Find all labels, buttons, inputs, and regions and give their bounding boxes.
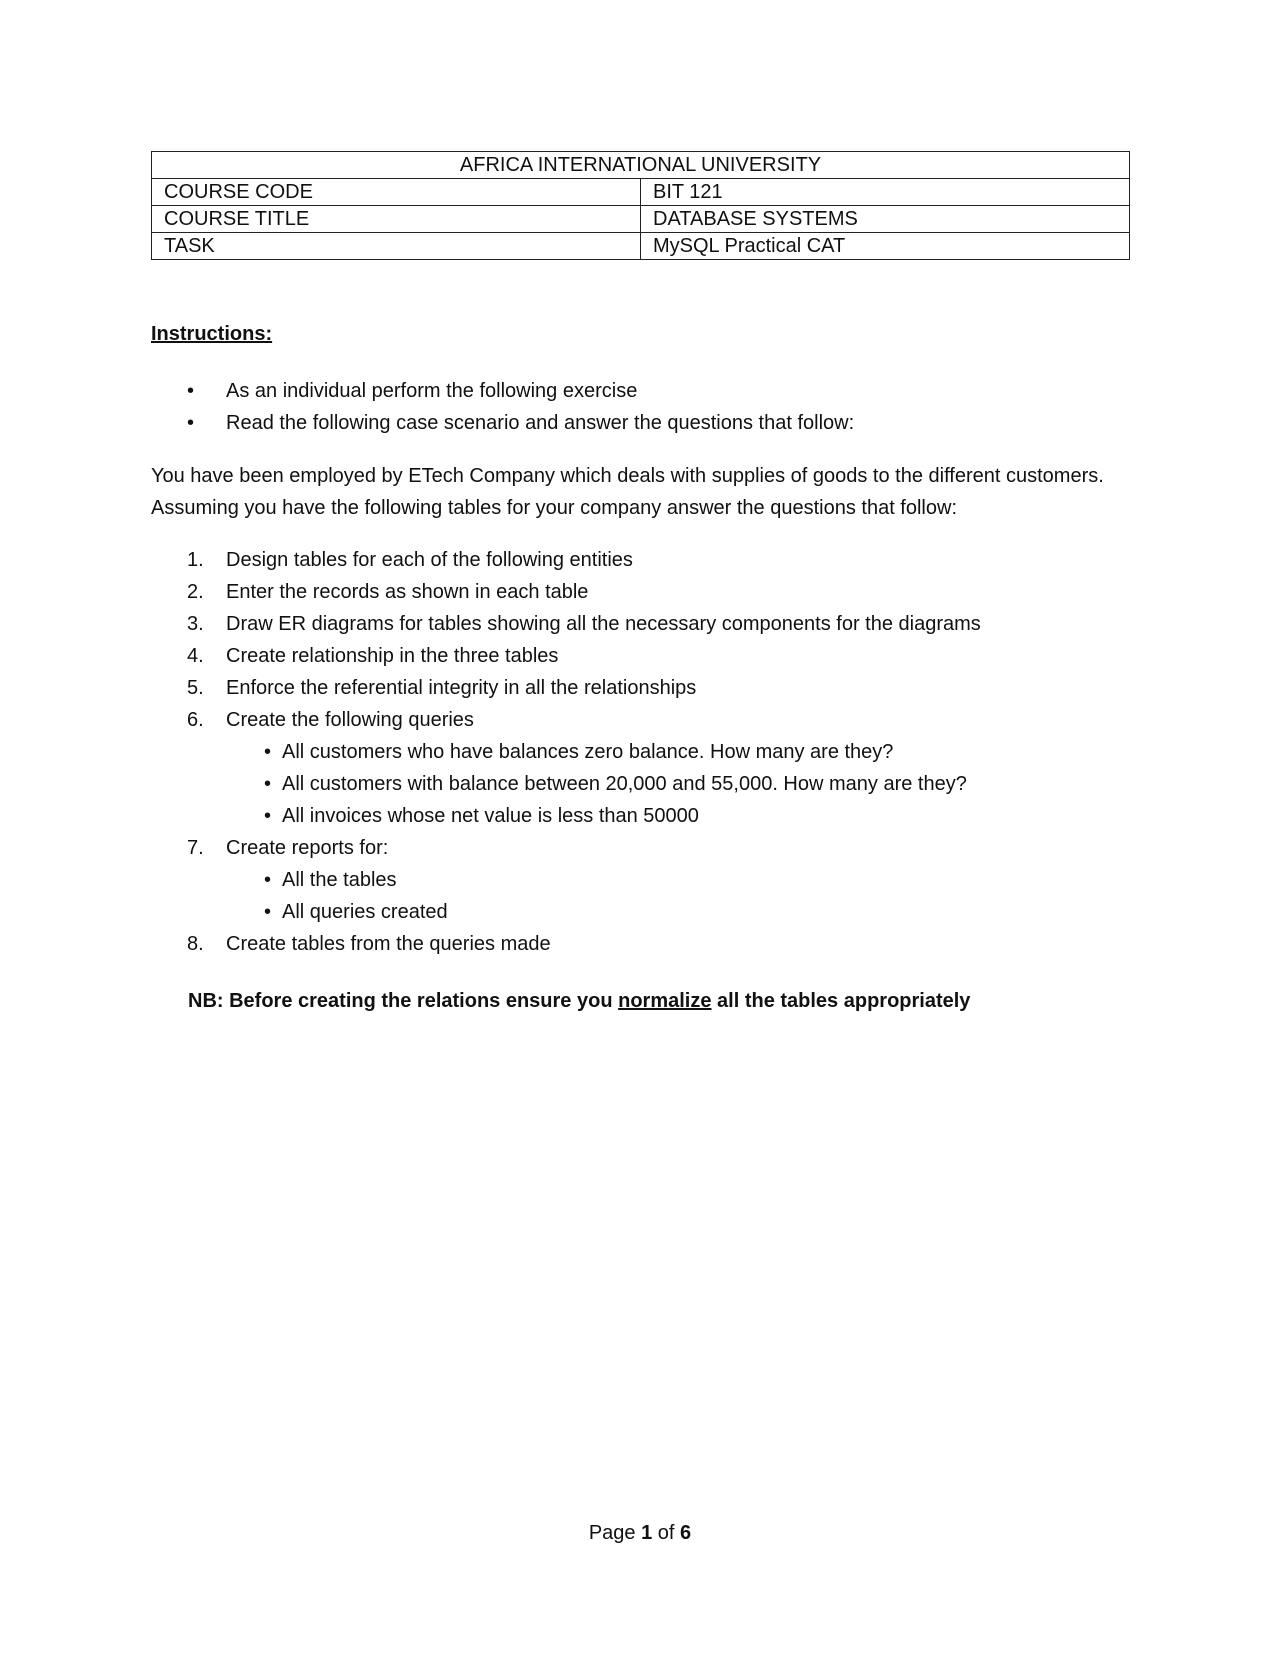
query-item — [151, 736, 981, 768]
step-number: 7. — [187, 837, 204, 859]
step-number: 4. — [187, 645, 204, 667]
header-row — [152, 206, 1130, 233]
report-text: All queries created — [282, 901, 448, 923]
step-number: 3. — [187, 613, 204, 635]
course-code-value: BIT 121 — [641, 179, 1130, 206]
step-number: 5. — [187, 677, 204, 699]
bullet-icon: • — [264, 741, 272, 763]
step-item — [151, 832, 981, 864]
step-text: Create tables from the queries made — [226, 933, 551, 955]
nb-before: NB: Before creating the relations ensure you — [188, 990, 619, 1012]
bullet-text: As an individual perform the following exercise — [226, 380, 638, 402]
report-item — [151, 864, 981, 896]
page-word: Page — [588, 1522, 636, 1544]
step-item — [151, 640, 981, 672]
step-item — [151, 704, 981, 736]
course-header-table — [151, 151, 1130, 260]
current-page: 1 — [641, 1522, 653, 1544]
step-number: 8. — [187, 933, 204, 955]
step-item — [151, 672, 981, 704]
total-pages: 6 — [680, 1522, 692, 1544]
step-item — [151, 576, 981, 608]
nb-underlined: normalize — [618, 990, 712, 1012]
bullet-icon: • — [264, 869, 272, 891]
step-item — [151, 544, 981, 576]
list-item — [151, 407, 854, 439]
bullet-icon: • — [264, 805, 272, 827]
query-text: All customers with balance between 20,000 and 55,000. How many are they? — [282, 773, 967, 795]
bullet-icon: • — [264, 773, 272, 795]
header-row — [152, 179, 1130, 206]
step-text: Create the following queries — [226, 709, 474, 731]
page-number-footer — [0, 1522, 1280, 1545]
step-text: Draw ER diagrams for tables showing all the necessary components for the diagrams — [226, 613, 981, 635]
query-item — [151, 768, 981, 800]
report-text: All the tables — [282, 869, 397, 891]
step-item — [151, 608, 981, 640]
step-text: Create reports for: — [226, 837, 389, 859]
university-name: AFRICA INTERNATIONAL UNIVERSITY — [152, 152, 1130, 179]
task-value: MySQL Practical CAT — [641, 233, 1130, 260]
case-scenario-paragraph: You have been employed by ETech Company which deals with supplies of goods to the different customers. Assuming you have the following tables for your company answer the questions that follow: — [151, 465, 1104, 519]
header-row — [152, 233, 1130, 260]
query-item — [151, 800, 981, 832]
step-text: Enforce the referential integrity in all the relationships — [226, 677, 697, 699]
course-title-label: COURSE TITLE — [152, 206, 641, 233]
query-text: All invoices whose net value is less than 50000 — [282, 805, 699, 827]
course-title-value: DATABASE SYSTEMS — [641, 206, 1130, 233]
step-item — [151, 928, 981, 960]
query-text: All customers who have balances zero balance. How many are they? — [282, 741, 894, 763]
task-label: TASK — [152, 233, 641, 260]
instructions-heading: Instructions: — [151, 323, 273, 345]
bullet-icon: • — [264, 901, 272, 923]
step-number: 6. — [187, 709, 204, 731]
bullet-text: Read the following case scenario and answer the questions that follow: — [226, 412, 855, 434]
step-text: Design tables for each of the following entities — [226, 549, 633, 571]
header-university-row — [152, 152, 1130, 179]
list-item — [151, 375, 854, 407]
step-text: Enter the records as shown in each table — [226, 581, 589, 603]
nb-note — [188, 985, 970, 1017]
nb-after: all the tables appropriately — [711, 990, 971, 1012]
report-item — [151, 896, 981, 928]
instruction-bullets — [151, 375, 854, 439]
step-text: Create relationship in the three tables — [226, 645, 559, 667]
bullet-icon: • — [187, 412, 195, 434]
course-code-label: COURSE CODE — [152, 179, 641, 206]
step-number: 1. — [187, 549, 204, 571]
step-number: 2. — [187, 581, 204, 603]
task-steps-list — [151, 544, 981, 960]
bullet-icon: • — [187, 380, 195, 402]
of-word: of — [657, 1522, 675, 1544]
